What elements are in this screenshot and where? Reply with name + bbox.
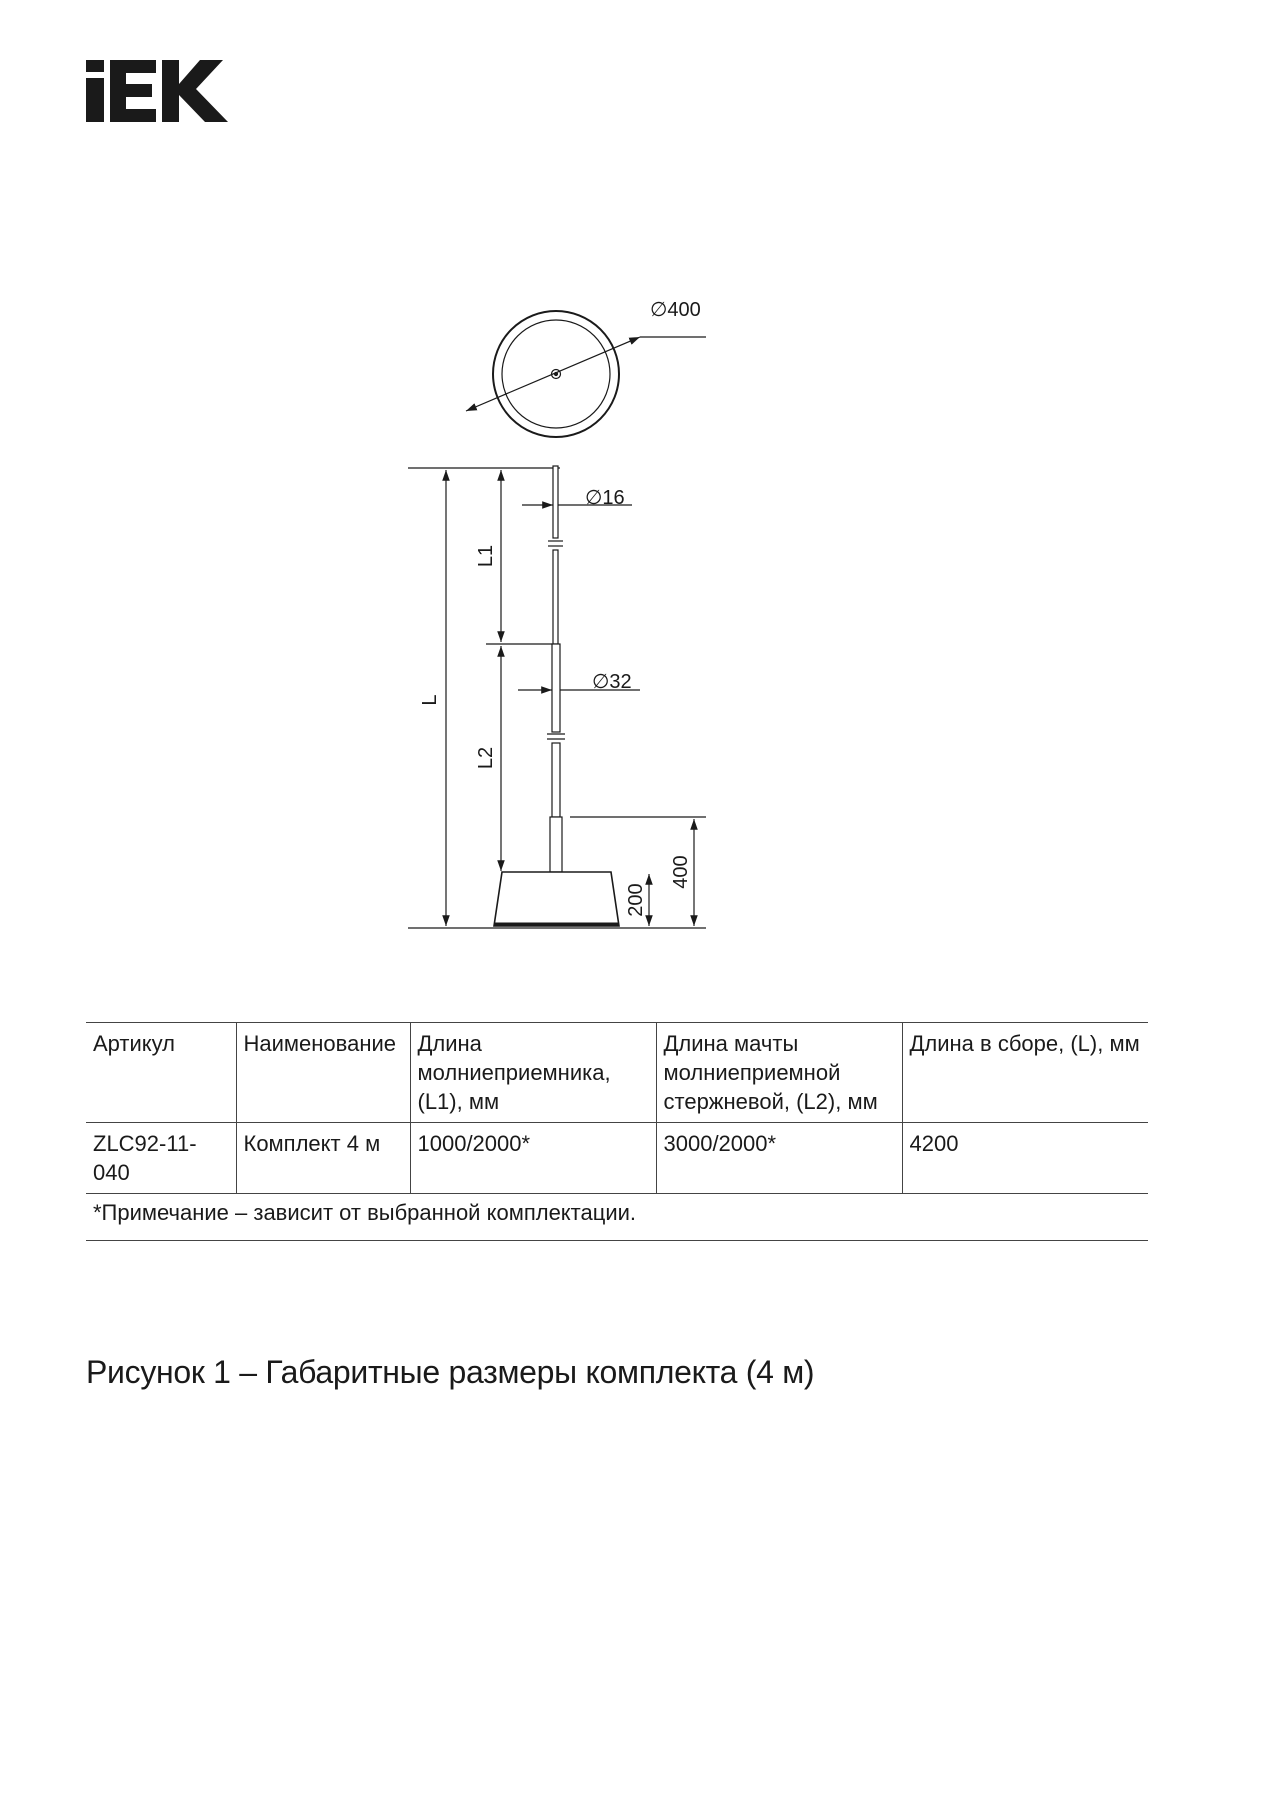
label-diameter-400: ∅400 [650,299,701,321]
header-length-total: Длина в сборе, (L), мм [902,1023,1148,1123]
label-L: L [419,694,441,706]
cell-length-total: 4200 [902,1123,1148,1194]
label-height-200: 200 [625,883,647,917]
figure-caption: Рисунок 1 – Габаритные размеры комплекта (4 м) [86,1354,815,1390]
concrete-base [494,872,619,926]
label-height-400: 400 [670,855,692,889]
table-header-row [86,1023,1148,1123]
table-note-row [86,1194,1148,1241]
label-diameter-16: ∅16 [585,487,625,509]
header-article: Артикул [86,1023,236,1123]
header-name: Наименование [236,1023,410,1123]
specification-table [86,1022,1148,1241]
mast-lower [552,743,560,817]
mast-upper [552,644,560,732]
mast-sleeve [550,817,562,872]
label-L2: L2 [475,746,497,770]
cell-length-l2: 3000/2000* [656,1123,902,1194]
cell-length-l1: 1000/2000* [410,1123,656,1194]
lightning-rod-lower [553,550,558,644]
label-diameter-32: ∅32 [592,671,632,693]
header-length-l1: Длина молниеприемника, (L1), мм [410,1023,656,1123]
header-length-l2: Длина мачты молниеприемной стержневой, (L2), мм [656,1023,902,1123]
table-row [86,1123,1148,1194]
cell-article: ZLC92-11-040 [86,1123,236,1194]
lightning-rod-tip [553,466,558,538]
table-note: *Примечание – зависит от выбранной комплектации. [86,1194,1148,1241]
label-L1: L1 [475,544,497,568]
cell-name: Комплект 4 м [236,1123,410,1194]
